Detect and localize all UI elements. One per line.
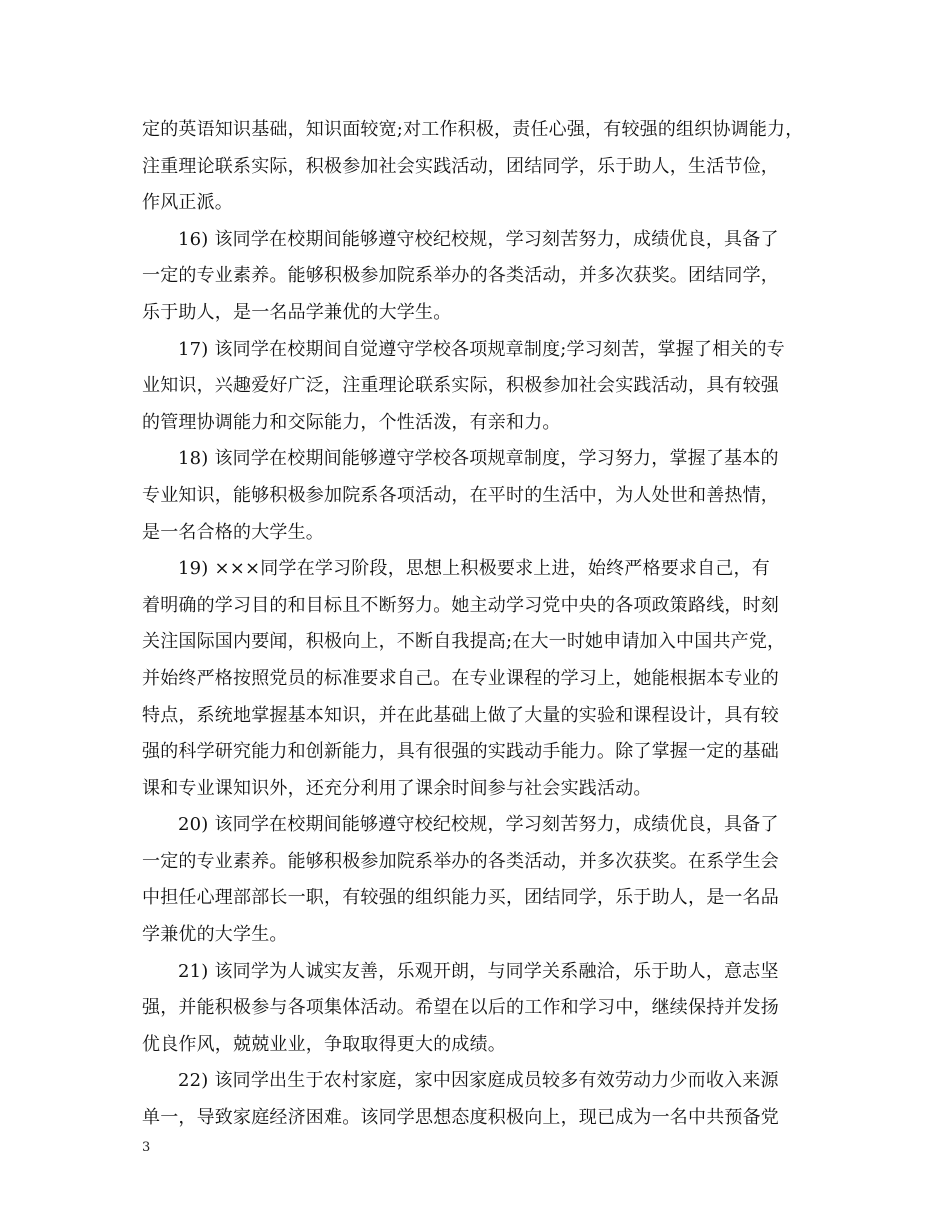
text-line: 着明确的学习目的和目标且不断努力。她主动学习党中央的各项政策路线，时刻 [142, 594, 779, 616]
text-line: 优良作风，兢兢业业，争取取得更大的成绩。 [142, 1033, 506, 1055]
text-line: 单一，导致家庭经济困难。该同学思想态度积极向上，现已成为一名中共预备党 [142, 1107, 779, 1129]
text-line: 学兼优的大学生。 [142, 924, 288, 946]
text-line: 18) 该同学在校期间能够遵守学校各项规章制度，学习努力，掌握了基本的 [178, 448, 779, 470]
page-number: 3 [142, 1140, 151, 1155]
text-line: 17) 该同学在校期间自觉遵守学校各项规章制度;学习刻苦，掌握了相关的专 [178, 338, 785, 360]
paragraph [142, 332, 810, 442]
text-line: 20) 该同学在校期间能够遵守校纪校规，学习刻苦努力，成绩优良，具备了 [178, 814, 779, 836]
text-line: 关注国际国内要闻，积极向上，不断自我提高;在大一时她申请加入中国共产党， [142, 631, 786, 653]
text-line: 22) 该同学出生于农村家庭，家中因家庭成员较多有效劳动力少而收入来源 [178, 1070, 779, 1092]
paragraph [142, 222, 810, 332]
text-line: 21) 该同学为人诚实友善，乐观开朗，与同学关系融洽，乐于助人，意志坚 [178, 960, 779, 982]
paragraph [142, 551, 810, 807]
document-body [142, 112, 810, 1137]
text-line: 专业知识，能够积极参加院系各项活动，在平时的生活中，为人处世和善热情， [142, 484, 779, 506]
paragraph [142, 954, 810, 1064]
paragraph [142, 807, 810, 953]
text-line: 注重理论联系实际，积极参加社会实践活动，团结同学，乐于助人，生活节俭， [142, 155, 779, 177]
text-line: 业知识，兴趣爱好广泛，注重理论联系实际，积极参加社会实践活动，具有较强 [142, 375, 779, 397]
text-line: 作风正派。 [142, 192, 233, 214]
text-line: 一定的专业素养。能够积极参加院系举办的各类活动，并多次获奖。团结同学， [142, 265, 779, 287]
text-line: 是一名合格的大学生。 [142, 521, 324, 543]
text-line: 强，并能积极参与各项集体活动。希望在以后的工作和学习中，继续保持并发扬 [142, 997, 779, 1019]
text-line: 定的英语知识基础，知识面较宽;对工作积极，责任心强，有较强的组织协调能力， [142, 119, 804, 140]
text-line: 特点，系统地掌握基本知识，并在此基础上做了大量的实验和课程设计，具有较 [142, 704, 779, 726]
paragraph [142, 441, 810, 551]
text-line: 乐于助人，是一名品学兼优的大学生。 [142, 301, 452, 323]
text-line: 强的科学研究能力和创新能力，具有很强的实践动手能力。除了掌握一定的基础 [142, 741, 779, 763]
text-line: 中担任心理部部长一职，有较强的组织能力买，团结同学，乐于助人，是一名品 [142, 887, 779, 909]
text-line: 19) ×××同学在学习阶段，思想上积极要求上进，始终严格要求自己，有 [178, 558, 770, 580]
paragraph [142, 112, 810, 222]
text-line: 一定的专业素养。能够积极参加院系举办的各类活动，并多次获奖。在系学生会 [142, 850, 779, 872]
text-line: 的管理协调能力和交际能力，个性活泼，有亲和力。 [142, 411, 561, 433]
text-line: 16) 该同学在校期间能够遵守校纪校规，学习刻苦努力，成绩优良，具备了 [178, 228, 779, 250]
text-line: 课和专业课知识外，还充分利用了课余时间参与社会实践活动。 [142, 777, 652, 799]
paragraph [142, 1063, 810, 1136]
text-line: 并始终严格按照党员的标准要求自己。在专业课程的学习上，她能根据本专业的 [142, 667, 779, 689]
